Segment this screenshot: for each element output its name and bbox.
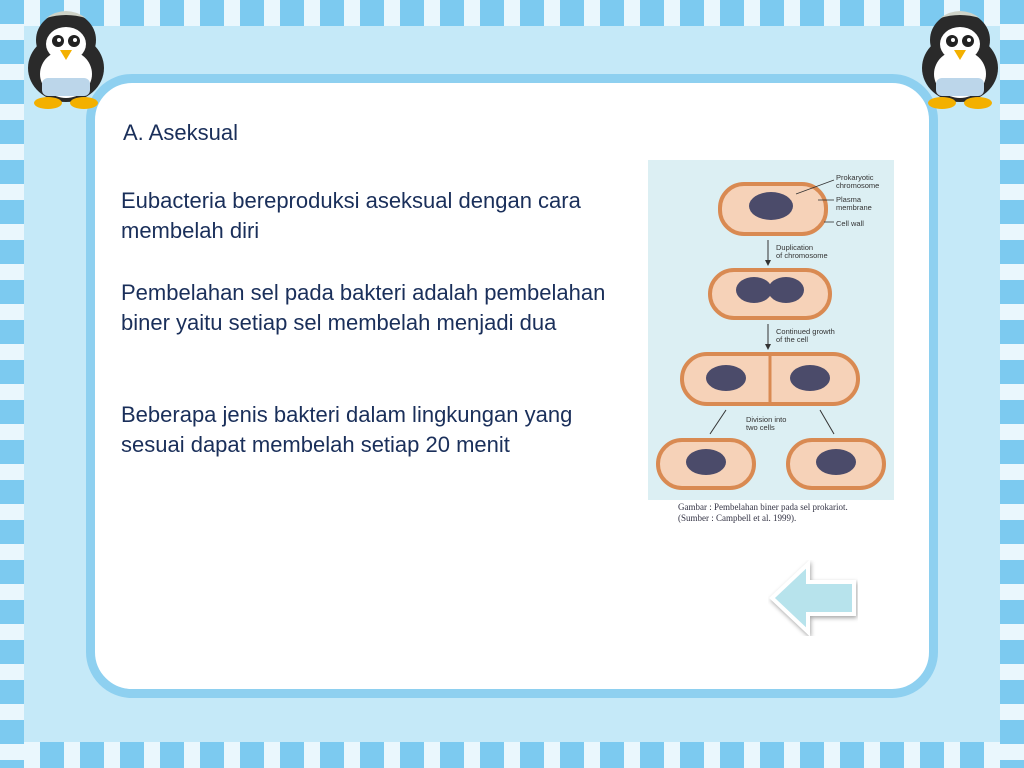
label-duplication-2: of chromosome [776, 251, 828, 260]
label-membrane-1: Plasma [836, 195, 862, 204]
paragraph-2: Pembelahan sel pada bakteri adalah pembelahan biner yaitu setiap sel membelah menjadi dua [121, 280, 606, 335]
paragraph-1: Eubacteria bereproduksi aseksual dengan cara membelah diri [121, 188, 581, 243]
left-arrow-icon [772, 564, 854, 632]
back-button[interactable] [768, 560, 858, 636]
label-cellwall: Cell wall [836, 219, 864, 228]
label-division-2: two cells [746, 423, 775, 432]
label-growth-1: Continued growth [776, 327, 835, 336]
caption-line-2: (Sumber : Campbell et al. 1999). [678, 513, 797, 523]
penguin-right-icon [910, 6, 1010, 110]
label-chromosome-2: chromosome [836, 181, 880, 190]
right-stripe-border [1000, 0, 1024, 768]
label-membrane-2: membrane [836, 203, 872, 212]
label-duplication-1: Duplication [776, 243, 814, 252]
label-chromosome-1: Prokaryotic [836, 173, 874, 182]
binary-fission-figure [648, 160, 894, 500]
label-growth-2: of the cell [776, 335, 809, 344]
penguin-left-icon [16, 6, 116, 110]
caption-line-1: Gambar : Pembelahan biner pada sel prokariot. [678, 502, 848, 512]
slide-heading: A. Aseksual [123, 120, 238, 145]
label-division-1: Division into [746, 415, 787, 424]
chromosome-1 [749, 192, 793, 220]
figure-caption [678, 502, 848, 524]
top-stripe-border [0, 0, 1024, 26]
bottom-stripe-border [0, 742, 1024, 768]
paragraph-3: Beberapa jenis bakteri dalam lingkungan yang sesuai dapat membelah setiap 20 menit [121, 402, 573, 457]
left-stripe-border [0, 0, 24, 768]
